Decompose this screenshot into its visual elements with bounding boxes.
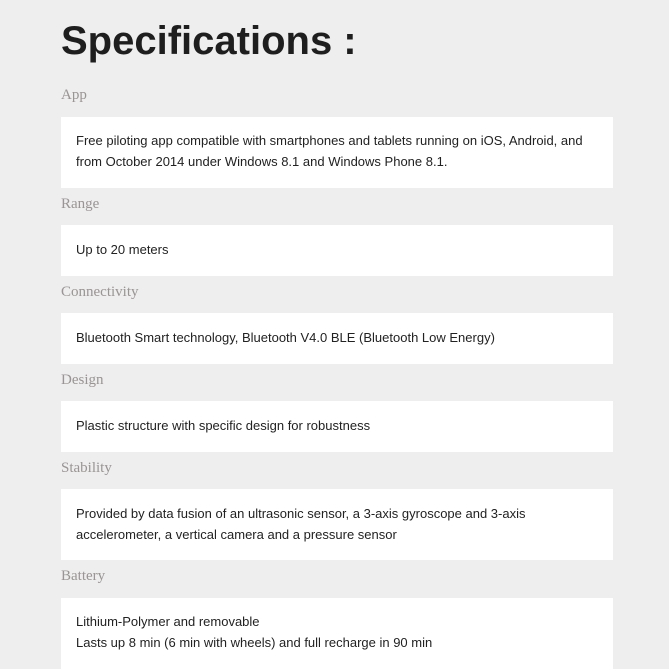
spec-value-battery (61, 598, 613, 669)
spec-text-line: Provided by data fusion of an ultrasonic sensor, a 3-axis gyroscope and 3-axis (76, 506, 526, 521)
spec-value-connectivity (61, 313, 613, 364)
spec-label-stability: Stability (61, 460, 112, 476)
spec-label-battery: Battery (61, 568, 106, 584)
spec-label-app: App (61, 87, 87, 103)
spec-text-line: accelerometer, a vertical camera and a pressure sensor (76, 526, 397, 542)
spec-label-range: Range (61, 196, 100, 212)
spec-value-stability (61, 489, 613, 560)
page-title: Specifications : (61, 19, 357, 63)
spec-text-line: Lithium-Polymer and removable (76, 614, 260, 629)
spec-label-connectivity: Connectivity (61, 284, 139, 300)
spec-value-app (61, 117, 613, 188)
spec-label-design: Design (61, 372, 104, 388)
spec-value-design (61, 401, 613, 452)
spec-value-range (61, 225, 613, 276)
spec-text-line: Free piloting app compatible with smartphones and tablets running on iOS, Android, and (76, 133, 583, 148)
spec-text-line: from October 2014 under Windows 8.1 and Windows Phone 8.1. (76, 153, 448, 169)
spec-text-line: Up to 20 meters (76, 242, 169, 257)
spec-text-line: Plastic structure with specific design for robustness (76, 418, 371, 433)
spec-text-line: Lasts up 8 min (6 min with wheels) and full recharge in 90 min (76, 634, 433, 650)
spec-text-line: Bluetooth Smart technology, Bluetooth V4.0 BLE (Bluetooth Low Energy) (76, 330, 495, 345)
